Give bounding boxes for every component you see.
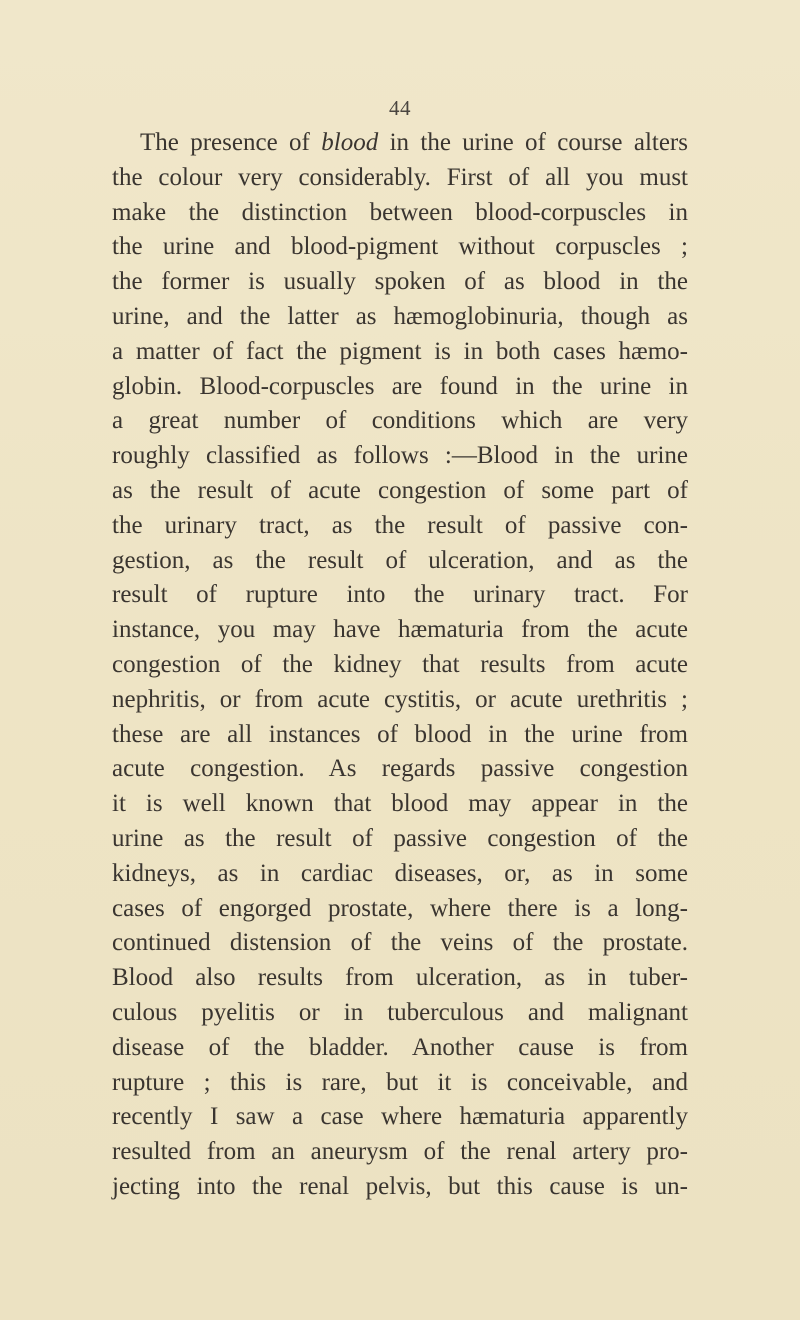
text-line: the colour very considerably. First of all you must xyxy=(112,163,688,191)
text-line: a matter of fact the pigment is in both cases hæmo- xyxy=(112,337,688,365)
text-line: resulted from an aneurysm of the renal artery pro- xyxy=(112,1138,688,1166)
page-number: 44 xyxy=(389,96,411,120)
text-line: roughly classified as follows :—Blood in the urine xyxy=(112,442,688,470)
text-line: a great number of conditions which are very xyxy=(112,407,688,435)
text-line: nephritis, or from acute cystitis, or acute urethritis ; xyxy=(112,685,688,713)
text-line: kidneys, as in cardiac diseases, or, as in some xyxy=(112,859,688,887)
text-line: acute congestion. As regards passive congestion xyxy=(112,755,688,783)
text-line: disease of the bladder. Another cause is from xyxy=(112,1033,688,1061)
text-line: urine, and the latter as hæmoglobinuria, though as xyxy=(112,302,688,330)
text-line: gestion, as the result of ulceration, and as the xyxy=(112,546,688,574)
text-line: jecting into the renal pelvis, but this cause is un- xyxy=(112,1172,688,1200)
text-line: culous pyelitis or in tuberculous and malignant xyxy=(112,998,688,1026)
text-line: instance, you may have hæmaturia from the acute xyxy=(112,616,688,644)
text-line: as the result of acute congestion of some part of xyxy=(112,476,688,504)
text-line: The presence of blood in the urine of course alters xyxy=(140,129,688,156)
text-line: globin. Blood-corpuscles are found in the urine in xyxy=(112,372,688,400)
emphasis-blood: blood xyxy=(321,129,379,156)
text-line: congestion of the kidney that results from acute xyxy=(112,650,688,678)
body-text xyxy=(112,126,688,1205)
text-line: make the distinction between blood-corpuscles in xyxy=(112,198,688,226)
text-line: the urine and blood-pigment without corpuscles ; xyxy=(112,233,688,261)
text-line: urine as the result of passive congestion of the xyxy=(112,824,688,852)
text-line: continued distension of the veins of the prostate. xyxy=(112,929,688,957)
text-line: rupture ; this is rare, but it is conceivable, and xyxy=(112,1068,688,1096)
text-line: these are all instances of blood in the urine from xyxy=(112,720,688,748)
text-line: cases of engorged prostate, where there is a long- xyxy=(112,894,688,922)
text-line: the urinary tract, as the result of passive con- xyxy=(112,511,688,539)
text-line: recently I saw a case where hæmaturia apparently xyxy=(112,1103,688,1131)
text-line: result of rupture into the urinary tract. For xyxy=(112,581,688,609)
text-line: Blood also results from ulceration, as in tuber- xyxy=(112,964,688,992)
text-line: it is well known that blood may appear in the xyxy=(112,790,688,818)
text-line: the former is usually spoken of as blood in the xyxy=(112,268,688,296)
